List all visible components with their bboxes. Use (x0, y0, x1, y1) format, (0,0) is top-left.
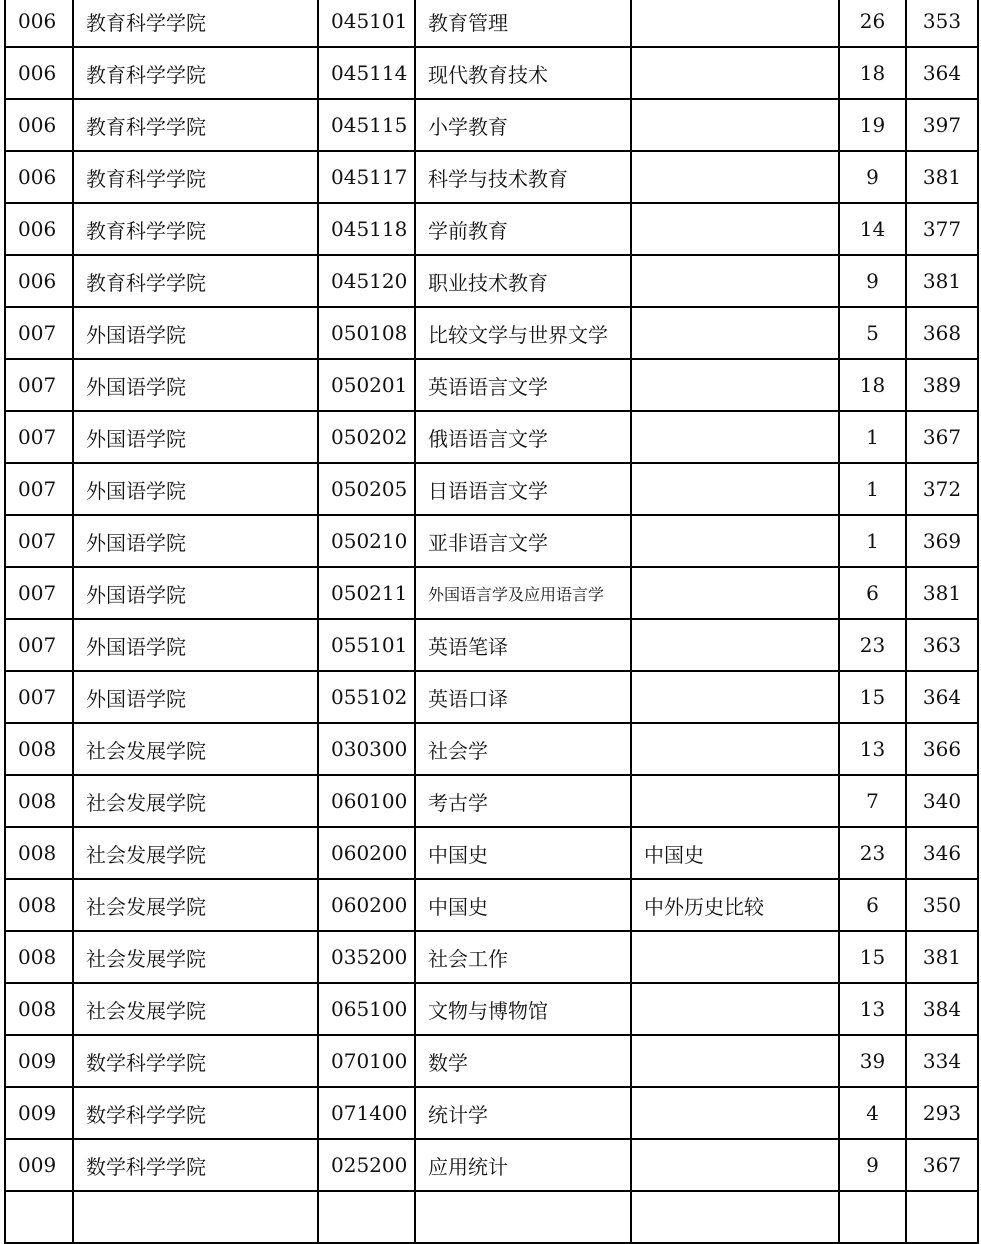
direction-cell (631, 255, 839, 307)
college-name-cell: 社会发展学院 (73, 827, 318, 879)
direction-cell (631, 99, 839, 151)
direction-cell (631, 0, 839, 47)
score-cell: 381 (906, 931, 978, 983)
major-name-cell: 英语语言文学 (415, 359, 631, 411)
direction-cell (631, 1139, 839, 1191)
table-row (5, 1087, 978, 1139)
score-cell: 384 (906, 983, 978, 1035)
direction-cell (631, 1035, 839, 1087)
enrollment-cell: 13 (839, 723, 906, 775)
direction-cell: 中国史 (631, 827, 839, 879)
table-row (5, 0, 978, 47)
score-cell: 397 (906, 99, 978, 151)
college-name-cell (73, 1191, 318, 1243)
college-code-cell: 008 (5, 775, 73, 827)
major-name-cell: 日语语言文学 (415, 463, 631, 515)
major-code-cell: 035200 (318, 931, 415, 983)
college-name-cell: 社会发展学院 (73, 931, 318, 983)
score-cell: 377 (906, 203, 978, 255)
table-row (5, 723, 978, 775)
college-code-cell: 008 (5, 879, 73, 931)
college-code-cell: 009 (5, 1035, 73, 1087)
enrollment-cell: 9 (839, 255, 906, 307)
enrollment-cell: 7 (839, 775, 906, 827)
major-code-cell: 060200 (318, 827, 415, 879)
table-row (5, 1191, 978, 1243)
college-code-cell: 008 (5, 827, 73, 879)
college-code-cell: 006 (5, 151, 73, 203)
major-code-cell: 050211 (318, 567, 415, 619)
major-name-cell (415, 1191, 631, 1243)
major-code-cell: 050210 (318, 515, 415, 567)
major-code-cell: 060100 (318, 775, 415, 827)
major-code-cell: 050202 (318, 411, 415, 463)
college-name-cell: 数学科学学院 (73, 1139, 318, 1191)
table-row (5, 619, 978, 671)
direction-cell (631, 723, 839, 775)
table-row (5, 307, 978, 359)
college-code-cell: 006 (5, 0, 73, 47)
score-cell: 372 (906, 463, 978, 515)
college-name-cell: 教育科学学院 (73, 203, 318, 255)
college-name-cell: 社会发展学院 (73, 983, 318, 1035)
score-cell: 381 (906, 151, 978, 203)
enrollment-cell: 23 (839, 827, 906, 879)
score-cell: 367 (906, 1139, 978, 1191)
enrollment-cell: 18 (839, 47, 906, 99)
college-name-cell: 教育科学学院 (73, 255, 318, 307)
college-code-cell: 006 (5, 47, 73, 99)
direction-cell (631, 47, 839, 99)
table-row (5, 47, 978, 99)
college-code-cell: 007 (5, 619, 73, 671)
major-code-cell: 050205 (318, 463, 415, 515)
table-row (5, 1139, 978, 1191)
direction-cell (631, 359, 839, 411)
major-code-cell: 071400 (318, 1087, 415, 1139)
major-name-cell: 英语笔译 (415, 619, 631, 671)
enrollment-cell: 23 (839, 619, 906, 671)
table-row (5, 203, 978, 255)
score-cell: 353 (906, 0, 978, 47)
table-row (5, 411, 978, 463)
college-code-cell: 007 (5, 515, 73, 567)
major-code-cell: 050108 (318, 307, 415, 359)
enrollment-cell: 1 (839, 411, 906, 463)
direction-cell (631, 463, 839, 515)
table-body (5, 0, 978, 1243)
enrollment-cell: 26 (839, 0, 906, 47)
major-name-cell: 社会工作 (415, 931, 631, 983)
direction-cell (631, 307, 839, 359)
college-name-cell: 外国语学院 (73, 671, 318, 723)
admission-score-table (4, 0, 979, 1244)
enrollment-cell: 9 (839, 151, 906, 203)
direction-cell (631, 983, 839, 1035)
college-code-cell: 007 (5, 359, 73, 411)
college-code-cell: 007 (5, 463, 73, 515)
table-row (5, 567, 978, 619)
direction-cell: 中外历史比较 (631, 879, 839, 931)
major-code-cell: 060200 (318, 879, 415, 931)
major-name-cell: 考古学 (415, 775, 631, 827)
table-row (5, 827, 978, 879)
enrollment-cell: 18 (839, 359, 906, 411)
college-name-cell: 教育科学学院 (73, 151, 318, 203)
college-name-cell: 社会发展学院 (73, 775, 318, 827)
enrollment-cell: 1 (839, 463, 906, 515)
enrollment-cell: 4 (839, 1087, 906, 1139)
major-code-cell: 025200 (318, 1139, 415, 1191)
direction-cell (631, 619, 839, 671)
direction-cell (631, 567, 839, 619)
table-row (5, 1035, 978, 1087)
enrollment-cell: 14 (839, 203, 906, 255)
major-name-cell: 文物与博物馆 (415, 983, 631, 1035)
college-code-cell: 009 (5, 1139, 73, 1191)
college-name-cell: 外国语学院 (73, 307, 318, 359)
score-cell (906, 1191, 978, 1243)
enrollment-cell: 9 (839, 1139, 906, 1191)
score-cell: 367 (906, 411, 978, 463)
table-row (5, 775, 978, 827)
score-cell: 363 (906, 619, 978, 671)
major-name-cell: 英语口译 (415, 671, 631, 723)
major-name-cell: 学前教育 (415, 203, 631, 255)
score-cell: 364 (906, 47, 978, 99)
direction-cell (631, 1087, 839, 1139)
direction-cell (631, 411, 839, 463)
table-row (5, 151, 978, 203)
college-name-cell: 教育科学学院 (73, 99, 318, 151)
major-code-cell: 045114 (318, 47, 415, 99)
enrollment-cell: 39 (839, 1035, 906, 1087)
direction-cell (631, 671, 839, 723)
table-row (5, 983, 978, 1035)
direction-cell (631, 515, 839, 567)
table-row (5, 931, 978, 983)
enrollment-cell (839, 1191, 906, 1243)
major-code-cell: 065100 (318, 983, 415, 1035)
table-row (5, 463, 978, 515)
enrollment-cell: 15 (839, 671, 906, 723)
college-name-cell: 外国语学院 (73, 359, 318, 411)
college-code-cell: 007 (5, 567, 73, 619)
major-name-cell: 外国语言学及应用语言学 (415, 567, 631, 619)
direction-cell (631, 931, 839, 983)
college-name-cell: 数学科学学院 (73, 1087, 318, 1139)
enrollment-cell: 1 (839, 515, 906, 567)
college-code-cell: 006 (5, 255, 73, 307)
college-name-cell: 外国语学院 (73, 411, 318, 463)
major-name-cell: 教育管理 (415, 0, 631, 47)
college-name-cell: 外国语学院 (73, 463, 318, 515)
score-cell: 340 (906, 775, 978, 827)
major-code-cell: 055102 (318, 671, 415, 723)
college-name-cell: 外国语学院 (73, 619, 318, 671)
college-code-cell: 008 (5, 723, 73, 775)
major-name-cell: 小学教育 (415, 99, 631, 151)
enrollment-cell: 6 (839, 567, 906, 619)
score-cell: 381 (906, 567, 978, 619)
enrollment-cell: 5 (839, 307, 906, 359)
enrollment-cell: 19 (839, 99, 906, 151)
college-code-cell: 006 (5, 203, 73, 255)
table-row (5, 359, 978, 411)
major-name-cell: 统计学 (415, 1087, 631, 1139)
score-cell: 366 (906, 723, 978, 775)
major-name-cell: 社会学 (415, 723, 631, 775)
table-row (5, 879, 978, 931)
major-code-cell: 045115 (318, 99, 415, 151)
major-name-cell: 科学与技术教育 (415, 151, 631, 203)
major-name-cell: 现代教育技术 (415, 47, 631, 99)
direction-cell (631, 775, 839, 827)
college-code-cell: 008 (5, 983, 73, 1035)
score-cell: 381 (906, 255, 978, 307)
direction-cell (631, 1191, 839, 1243)
major-code-cell: 045118 (318, 203, 415, 255)
college-name-cell: 社会发展学院 (73, 879, 318, 931)
direction-cell (631, 203, 839, 255)
college-code-cell: 007 (5, 671, 73, 723)
enrollment-cell: 15 (839, 931, 906, 983)
direction-cell (631, 151, 839, 203)
major-name-cell: 中国史 (415, 827, 631, 879)
major-code-cell: 045117 (318, 151, 415, 203)
table-row (5, 515, 978, 567)
college-name-cell: 教育科学学院 (73, 0, 318, 47)
college-code-cell: 008 (5, 931, 73, 983)
major-name-cell: 应用统计 (415, 1139, 631, 1191)
major-code-cell: 045120 (318, 255, 415, 307)
score-cell: 368 (906, 307, 978, 359)
college-name-cell: 教育科学学院 (73, 47, 318, 99)
college-name-cell: 外国语学院 (73, 515, 318, 567)
major-code-cell: 055101 (318, 619, 415, 671)
enrollment-cell: 6 (839, 879, 906, 931)
table-row (5, 99, 978, 151)
score-cell: 350 (906, 879, 978, 931)
major-name-cell: 俄语语言文学 (415, 411, 631, 463)
score-cell: 334 (906, 1035, 978, 1087)
major-code-cell: 050201 (318, 359, 415, 411)
score-cell: 293 (906, 1087, 978, 1139)
college-code-cell: 009 (5, 1087, 73, 1139)
college-name-cell: 数学科学学院 (73, 1035, 318, 1087)
college-code-cell: 007 (5, 411, 73, 463)
score-cell: 389 (906, 359, 978, 411)
major-code-cell: 070100 (318, 1035, 415, 1087)
score-cell: 346 (906, 827, 978, 879)
college-code-cell: 007 (5, 307, 73, 359)
major-name-cell: 比较文学与世界文学 (415, 307, 631, 359)
college-name-cell: 社会发展学院 (73, 723, 318, 775)
major-code-cell: 045101 (318, 0, 415, 47)
college-code-cell (5, 1191, 73, 1243)
major-name-cell: 数学 (415, 1035, 631, 1087)
major-code-cell (318, 1191, 415, 1243)
score-cell: 364 (906, 671, 978, 723)
major-name-cell: 亚非语言文学 (415, 515, 631, 567)
table-row (5, 671, 978, 723)
table-row (5, 255, 978, 307)
college-name-cell: 外国语学院 (73, 567, 318, 619)
enrollment-cell: 13 (839, 983, 906, 1035)
college-code-cell: 006 (5, 99, 73, 151)
score-cell: 369 (906, 515, 978, 567)
major-name-cell: 职业技术教育 (415, 255, 631, 307)
major-name-cell: 中国史 (415, 879, 631, 931)
major-code-cell: 030300 (318, 723, 415, 775)
